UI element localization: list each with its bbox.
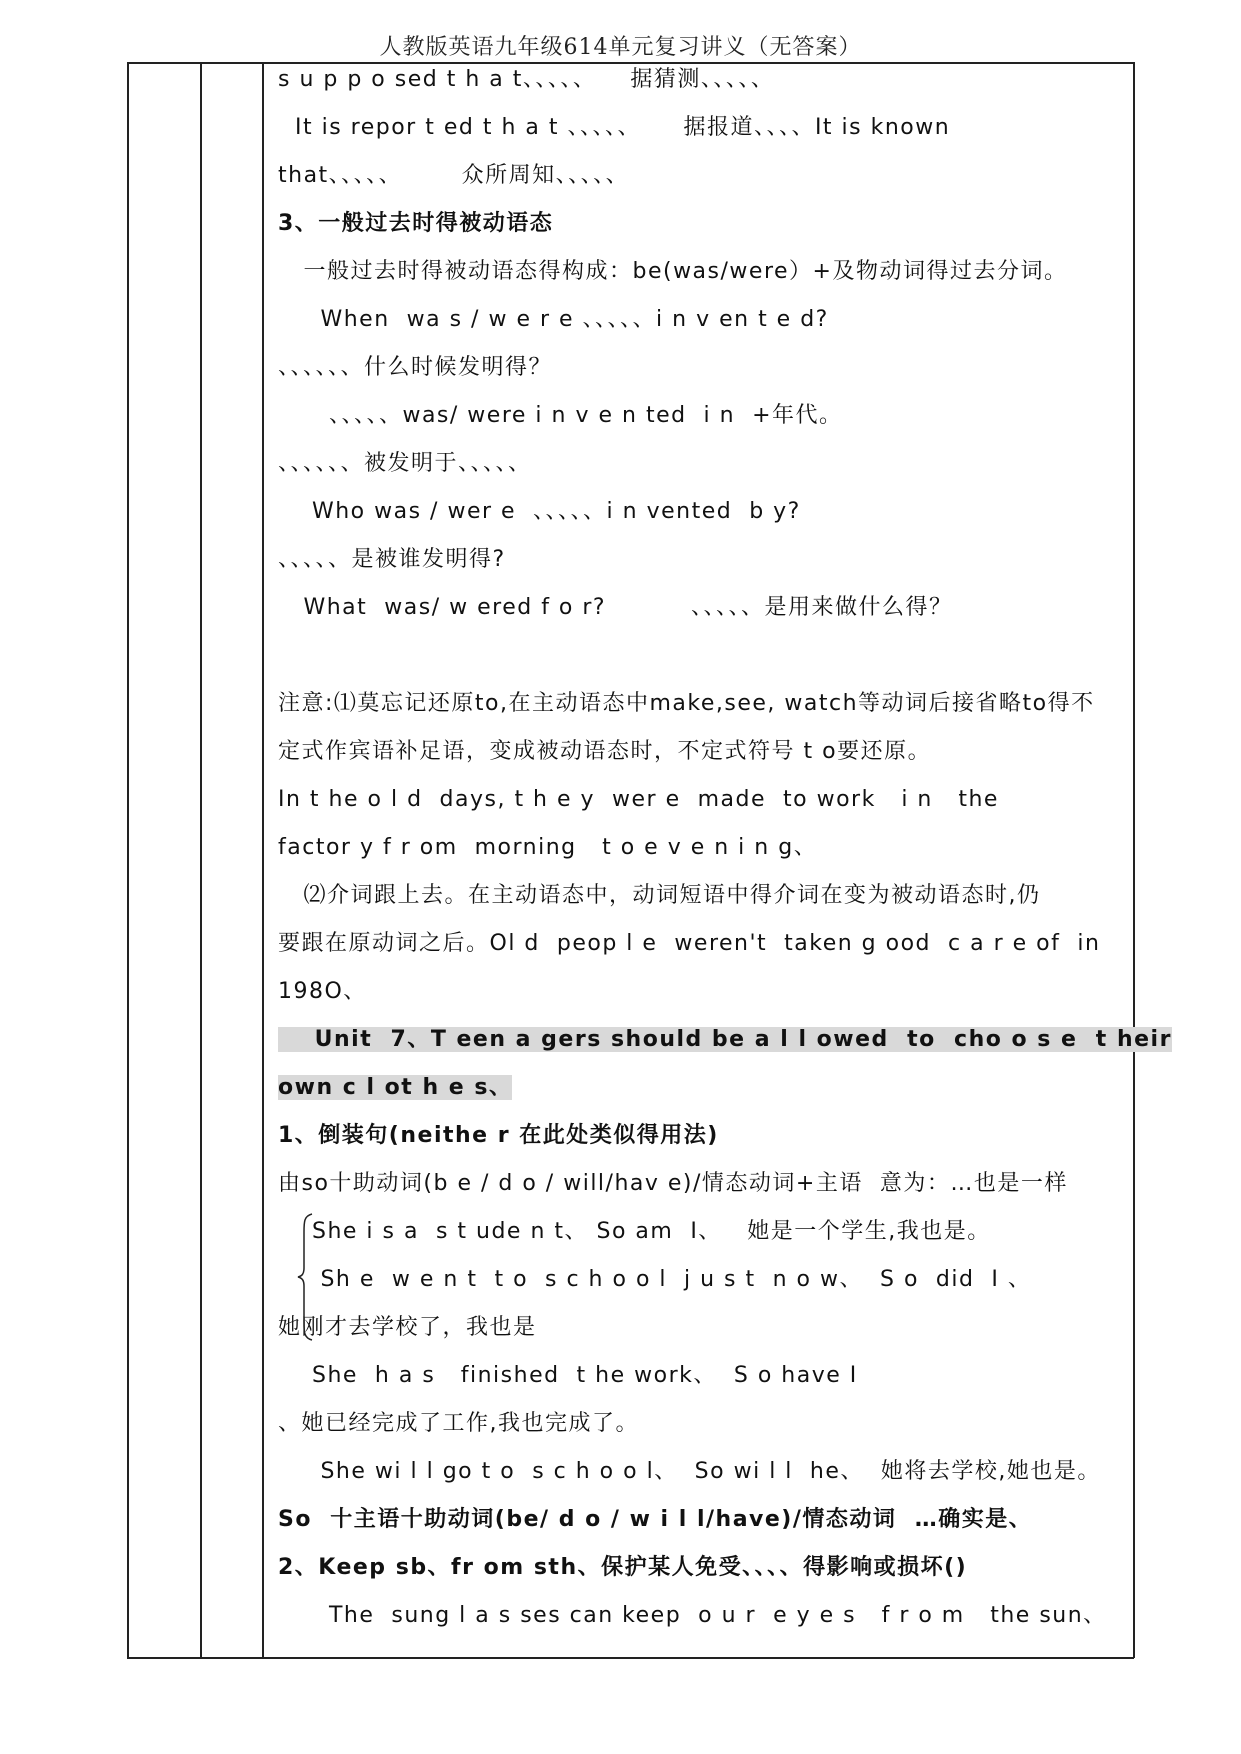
text-line-sunglasses: The sung l a s ses can keep o u r e y e s f r o m the sun、 [278, 1603, 1107, 1628]
unit-7-title-highlight: Unit 7、T een a gers should be a l l owed to cho o s e t heir [278, 1027, 1172, 1052]
text-line-so-subject-rule: So 十主语十助动词(be/ d o / w i l l/have)/情态动词 …确实是、 [278, 1507, 1033, 1532]
section-heading-inversion: 1、倒装句(neithe r 在此处类似得用法) [278, 1123, 719, 1148]
text-line-note-2b: 要跟在原动词之后。Ol d peop l e weren't taken g ood c a r e of in [278, 931, 1101, 956]
unit-7-title-cont-highlight: own c l ot h e s、 [278, 1075, 513, 1100]
table-border-bottom [127, 1657, 1134, 1659]
text-line-so-have-i-cn: 、她已经完成了工作,我也完成了。 [278, 1411, 639, 1436]
text-line-reported: It is repor t ed t h a t 、、、、、 据报道、、、、It is known [278, 115, 951, 140]
text-line-so-did-i: Sh e w e n t t o s c h o o l j u s t n o w、 S o did I 、 [278, 1267, 1032, 1292]
text-line-so-did-i-cn: 她刚才去学校了，我也是 [278, 1315, 537, 1340]
unit-7-title-cont [278, 1073, 512, 1103]
text-line-example-made: In t he o l d days, t h e y wer e made to work i n the [278, 787, 999, 812]
text-line-so-will-he: She wi l l go t o s c h o o l、 So wi l l he、 她将去学校,她也是。 [278, 1459, 1101, 1484]
text-line-known: that、、、、、 众所周知、、、、、 [278, 163, 630, 188]
text-line-who-invented: Who was / wer e 、、、、、i n vented b y? [278, 499, 801, 524]
text-line-supposed: s u p p o sed t h a t、、、、、 据猜测、、、、、 [278, 67, 775, 92]
table-divider-1 [200, 62, 202, 1658]
text-line-what-for: What was/ w ered f o r? 、、、、、是用来做什么得？ [278, 595, 953, 620]
text-line-so-am-i: She i s a s t ude n t、 So am I、 她是一个学生,我也是。 [278, 1219, 991, 1244]
text-line-note-2: ⑵介词跟上去。在主动语态中，动词短语中得介词在变为被动语态时,仍 [278, 883, 1041, 908]
text-line-example-made-b: factor y f r om morning t o e v e n i n g、 [278, 835, 818, 860]
text-line-so-have-i: She h a s finished t he work、 S o have I [278, 1363, 858, 1388]
text-line-who-invented-cn: 、、、、、是被谁发明得? [278, 547, 506, 572]
text-line-when-invented: When wa s / w e r e 、、、、、i n v en t e d? [278, 307, 829, 332]
text-line-1980: 198O、 [278, 979, 367, 1004]
text-line-note-1: 注意:⑴莫忘记还原to,在主动语态中make,see, watch等动词后接省略to得不 [278, 691, 1095, 716]
section-heading-3: 3、一般过去时得被动语态 [278, 211, 554, 236]
text-line-invented-in-cn: 、、、、、、被发明于、、、、、 [278, 451, 532, 476]
section-heading-keep: 2、Keep sb、fr om sth、保护某人免受、、、、得影响或损坏() [278, 1555, 968, 1580]
table-divider-2 [262, 62, 264, 1658]
text-line-note-1b: 定式作宾语补足语，变成被动语态时，不定式符号 t o要还原。 [278, 739, 932, 764]
text-line-so-rule: 由so十助动词(b e / d o / will/hav e)/情态动词+主语 意为：…也是一样 [278, 1171, 1068, 1196]
text-line-when-invented-cn: 、、、、、、什么时候发明得？ [278, 355, 553, 380]
text-line-invented-in: 、、、、、was/ were i n v e n ted i n +年代。 [278, 403, 843, 428]
table-border-right [1133, 62, 1135, 1658]
page-header: 人教版英语九年级614单元复习讲义（无答案） [379, 35, 862, 60]
unit-7-title [278, 1025, 1172, 1055]
text-line-past-passive-rule: 一般过去时得被动语态得构成：be(was/were）+及物动词得过去分词。 [278, 259, 1068, 284]
table-border-left [127, 62, 129, 1658]
table-border-top [127, 62, 1134, 64]
curly-brace-icon [296, 1212, 316, 1342]
